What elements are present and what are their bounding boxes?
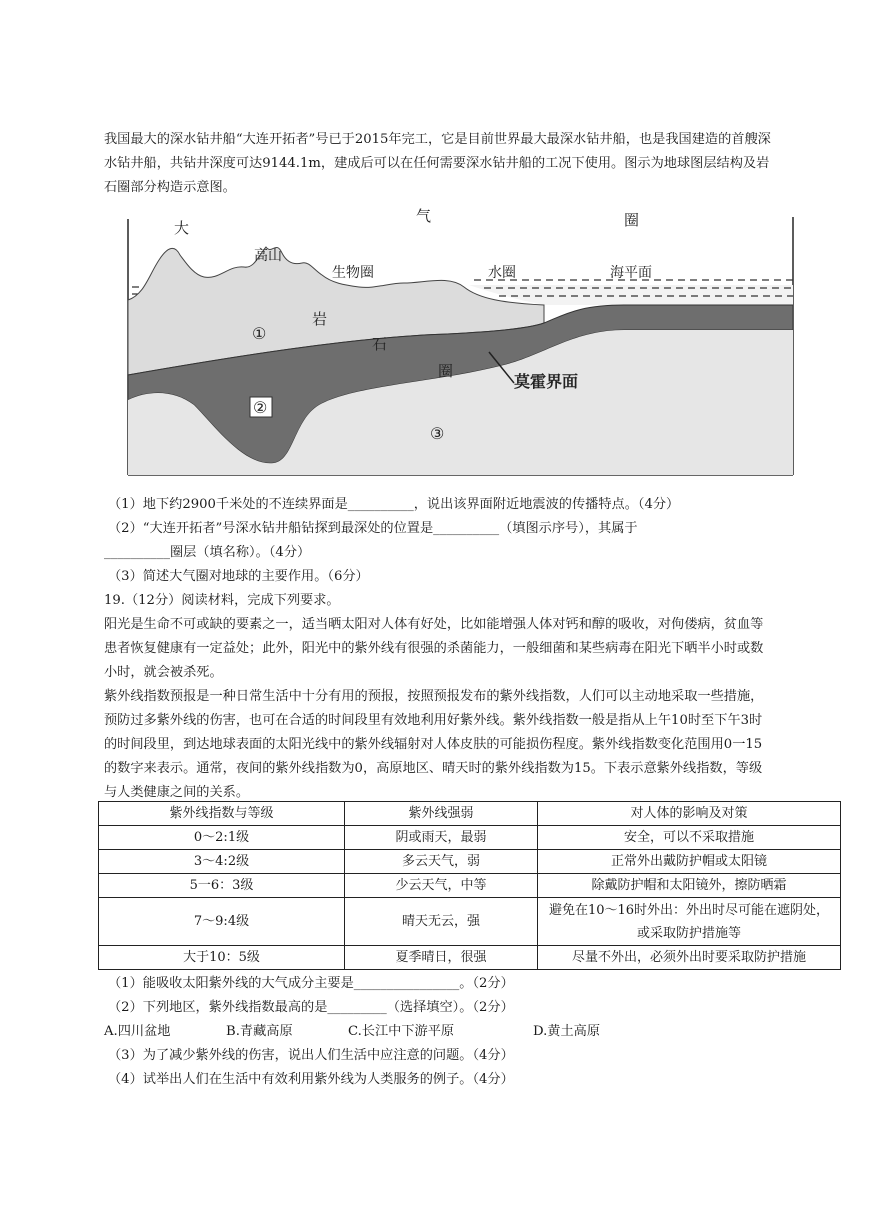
table-cell: 夏季晴日，很强 [345, 946, 538, 970]
option-a: A.四川盆地 [104, 1024, 171, 1039]
table-cell: 安全，可以不采取措施 [538, 826, 841, 850]
table-header-row [99, 802, 841, 826]
q19-header: 19.（12分）阅读材料，完成下列要求。 [104, 593, 340, 608]
table-cell: 尽量不外出，必须外出时要采取防护措施 [538, 946, 841, 970]
table-cell: 晴天无云，强 [345, 898, 538, 946]
table-cell: 多云天气，弱 [345, 850, 538, 874]
table-cell: 5一6：3级 [99, 874, 345, 898]
q18-part1: （1）地下约2900千米处的不连续界面是__________，说出该界面附近地震波的传播特点。（4分） [108, 497, 680, 512]
table-header: 紫外线强弱 [345, 802, 538, 826]
option-d: D.黄土高原 [533, 1024, 601, 1039]
q19-part2: （2）下列地区，紫外线指数最高的是_________（选择填空）。（2分） [108, 1000, 514, 1015]
table-cell: 除戴防护帽和太阳镜外，擦防晒霜 [538, 874, 841, 898]
q19-part1: （1）能吸收太阳紫外线的大气成分主要是________________。（2分） [108, 976, 514, 991]
table-cell: 正常外出戴防护帽或太阳镜 [538, 850, 841, 874]
table-row [99, 826, 841, 850]
label-number-1: ① [252, 324, 267, 343]
table-row [99, 874, 841, 898]
label-lithosphere-3: 圈 [438, 362, 454, 380]
earth-layers-svg [104, 205, 816, 483]
label-atmosphere-3: 圈 [624, 211, 640, 229]
table-row [99, 898, 841, 946]
q19-part3: （3）为了减少紫外线的伤害，说出人们生活中应注意的问题。（4分） [108, 1048, 514, 1063]
table-cell: 3～4:2级 [99, 850, 345, 874]
label-number-3: ③ [430, 424, 445, 443]
label-number-2: ② [253, 398, 268, 417]
q18-part2b: __________圈层（填名称）。（4分） [104, 545, 311, 560]
q19-paragraph-2: 紫外线指数预报是一种日常生活中十分有用的预报，按照预报发布的紫外线指数，人们可以主动地采取一些措施，预防过多紫外线的伤害，也可在合适的时间段里有效地利用好紫外线。紫外线指数一般是指从上午10时至下午3时的时间段里，到达地球表面的太阳光线中的紫外线辐射对人体皮肤的可能损伤程度。紫外线指数变化范围用0一15的数字来表示。通常，夜间的紫外线指数为0，高原地区、晴天时的紫外线指数为15。下表示意紫外线指数，等级与人类健康之间的关系。 [104, 689, 764, 800]
label-mountain: 高山 [254, 248, 282, 264]
table-row [99, 850, 841, 874]
q19-part4: （4）试举出人们在生活中有效利用紫外线为人类服务的例子。（4分） [108, 1072, 514, 1087]
label-moho: 莫霍界面 [514, 372, 579, 391]
table-cell: 避免在10～16时外出：外出时尽可能在遮阴处，或采取防护措施等 [538, 898, 841, 946]
label-lithosphere-2: 石 [372, 335, 388, 353]
label-lithosphere-1: 岩 [312, 310, 328, 328]
table-cell: 少云天气，中等 [345, 874, 538, 898]
label-atmosphere-1: 大 [174, 219, 190, 237]
q18-part2a: （2）“大连开拓者”号深水钻井船钻探到最深处的位置是__________（填图示序号），其属于 [108, 521, 638, 536]
label-atmosphere-2: 气 [416, 207, 432, 225]
table-cell: 阴或雨天，最弱 [345, 826, 538, 850]
earth-layers-diagram [104, 205, 816, 483]
table-header: 对人体的影响及对策 [538, 802, 841, 826]
uv-index-table [98, 801, 841, 970]
table-cell: 7～9:4级 [99, 898, 345, 946]
option-b: B.青藏高原 [226, 1024, 293, 1039]
q19-paragraph-1: 阳光是生命不可或缺的要素之一，适当晒太阳对人体有好处，比如能增强人体对钙和醇的吸收，对佝偻病，贫血等患者恢复健康有一定益处；此外，阳光中的紫外线有很强的杀菌能力，一般细菌和某些病毒在阳光下晒半小时或数小时，就会被杀死。 [104, 617, 764, 680]
label-sea-level: 海平面 [610, 265, 652, 281]
label-biosphere: 生物圈 [332, 265, 374, 281]
option-c: C.长江中下游平原 [348, 1024, 455, 1039]
intro-paragraph: 我国最大的深水钻井船“大连开拓者”号已于2015年完工，它是目前世界最大最深水钻井船，也是我国建造的首艘深水钻井船，共钻井深度可达9144.1m，建成后可以在任何需要深水钻井船的工况下使用。图示为地球图层结构及岩石圈部分构造示意图。 [104, 132, 771, 195]
table-header: 紫外线指数与等级 [99, 802, 345, 826]
table-cell: 0～2:1级 [99, 826, 345, 850]
q18-part3: （3）简述大气圈对地球的主要作用。（6分） [108, 569, 369, 584]
table-cell: 大于10：5级 [99, 946, 345, 970]
label-hydrosphere: 水圈 [488, 265, 516, 281]
q19-options [104, 1020, 600, 1044]
table-row [99, 946, 841, 970]
